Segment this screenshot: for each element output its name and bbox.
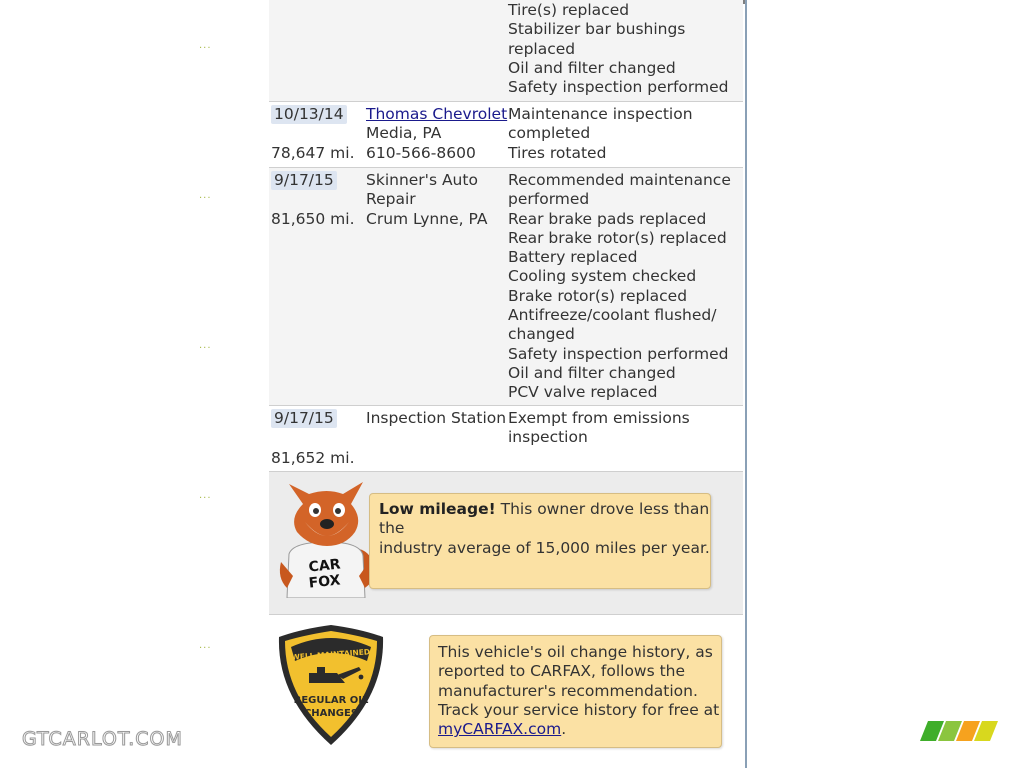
record-source: Skinner's Auto Repair Crum Lynne, PA [366,171,488,228]
mascot-shirt-text-1: CAR [307,556,342,576]
low-mileage-section [269,472,743,615]
record-date: 10/13/14 [271,105,347,124]
carfox-mascot-icon [275,478,379,598]
decorative-dots: ··· [199,343,212,354]
oil-change-callout: This vehicle's oil change history, as reported to CARFAX, follows the manufacturer's recommendation. Track your service history for free at myCARFAX.com. [429,635,722,748]
carfax-history-panel [269,0,747,768]
well-maintained-badge-icon [275,621,387,747]
record-source: Thomas Chevrolet Media, PA 610-566-8600 [366,105,508,162]
service-description: Exempt from emissions inspection [508,409,690,447]
service-record-row [269,168,743,406]
stripes-logo-icon [920,721,998,741]
record-mileage: 81,652 mi. [271,449,355,467]
low-mileage-title: Low mileage! [379,500,496,518]
oil-change-section [269,615,743,768]
record-mileage: 81,650 mi. [271,210,355,228]
service-record-row [269,102,743,168]
badge-bottom-text-2: CHANGES [303,708,359,719]
badge-top-text: WELL MAINTAINED [291,647,371,662]
service-description: Recommended maintenance performed Rear brake pads replaced Rear brake rotor(s) replaced Battery replaced Cooling system checked Brake rotor(s) replaced Antifreeze/coolant flushed/ changed Safety inspection performed Oil and filter changed PCV valve replaced [508,171,731,402]
decorative-dots: ··· [199,643,212,654]
record-mileage: 78,647 mi. [271,144,355,162]
service-description: Tire(s) replaced Stabilizer bar bushings replaced Oil and filter changed Safety inspection performed [508,1,729,97]
badge-bottom-text-1: REGULAR OIL [293,695,369,706]
service-record-row [269,0,743,102]
service-record-row [269,406,743,472]
site-watermark: GTCARLOT.COM [22,728,183,750]
dealer-link[interactable]: Thomas Chevrolet [366,105,508,123]
low-mileage-callout: Low mileage! This owner drove less than the industry average of 15,000 miles per year. [369,493,711,589]
decorative-dots: ··· [199,493,212,504]
mycarfax-link[interactable]: myCARFAX.com [438,720,562,739]
service-description: Maintenance inspection completed Tires rotated [508,105,693,162]
mascot-shirt-text-2: FOX [307,572,342,592]
record-source: Inspection Station [366,409,507,427]
decorative-dots: ··· [199,193,212,204]
record-date: 9/17/15 [271,171,337,190]
decorative-dots: ··· [199,43,212,54]
record-date: 9/17/15 [271,409,337,428]
